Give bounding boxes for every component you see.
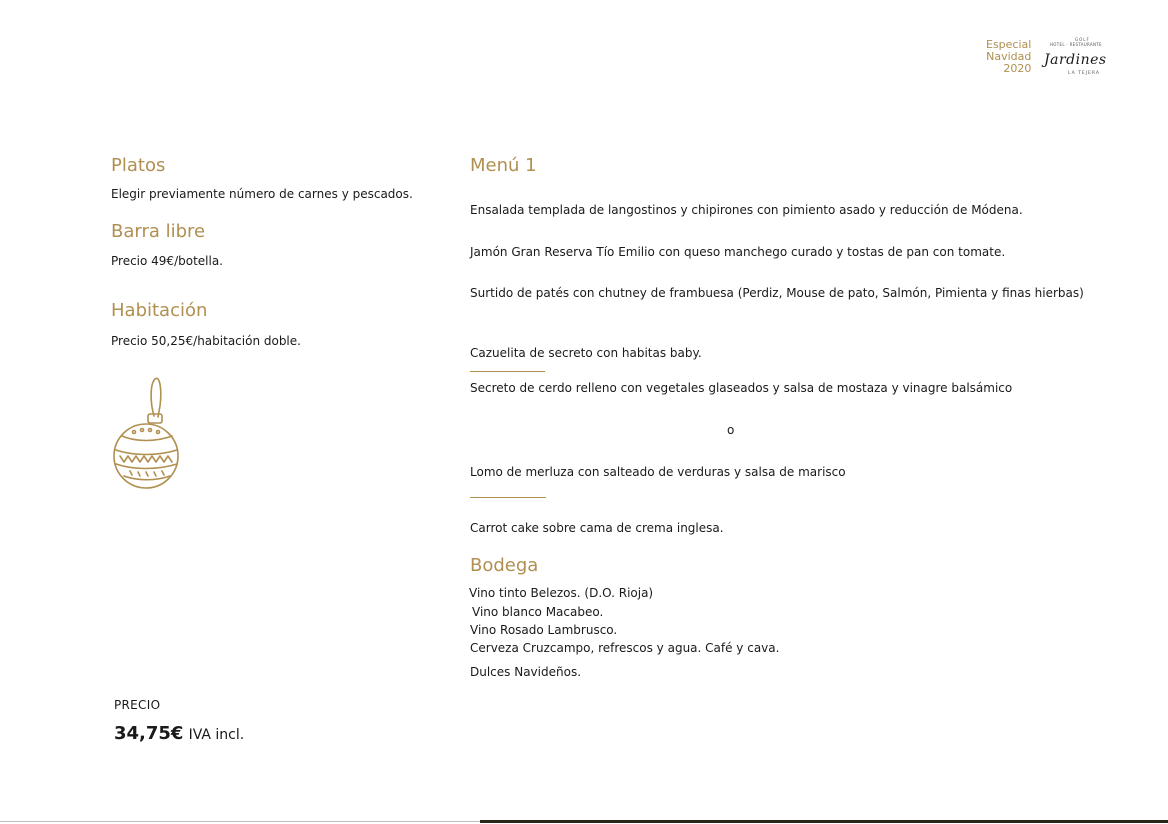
habitacion-title: Habitación	[111, 300, 208, 321]
page-edge-line	[0, 821, 480, 822]
logo-top-text: GOLF	[1075, 37, 1090, 42]
or-separator: o	[727, 423, 735, 437]
page-edge-bar	[480, 820, 1168, 823]
starter-item: Ensalada templada de langostinos y chipirones con pimiento asado y reducción de Módena.	[470, 203, 1023, 217]
bodega-item: Vino blanco Macabeo.	[472, 605, 604, 619]
logo-name: Jardines	[1044, 52, 1107, 68]
platos-title: Platos	[111, 155, 166, 176]
bodega-title: Bodega	[470, 555, 539, 576]
special-edition-tag	[986, 39, 1031, 75]
barra-libre-title: Barra libre	[111, 221, 206, 242]
starter-item: Surtido de patés con chutney de frambuesa (Perdiz, Mouse de pato, Salmón, Pimienta y finas hierbas)	[470, 286, 1084, 300]
main-course-2: Lomo de merluza con salteado de verduras y salsa de marisco	[470, 465, 846, 479]
price-note: IVA incl.	[188, 727, 245, 743]
cazuelita-item: Cazuelita de secreto con habitas baby.	[470, 346, 702, 360]
price-block	[114, 723, 244, 744]
section-divider	[470, 497, 546, 498]
restaurant-logo-icon	[1042, 36, 1122, 82]
tag-line-1: Especial	[986, 38, 1032, 51]
price-label: PRECIO	[114, 698, 161, 712]
habitacion-text: Precio 50,25€/habitación doble.	[111, 334, 301, 348]
bodega-item: Dulces Navideños.	[470, 665, 582, 679]
logo-place: LA TEJERA	[1068, 71, 1100, 76]
section-divider	[470, 371, 545, 372]
tag-line-3: 2020	[1003, 62, 1032, 75]
starter-item: Jamón Gran Reserva Tío Emilio con queso manchego curado y tostas de pan con tomate.	[470, 245, 1006, 259]
tag-line-2: Navidad	[986, 50, 1032, 63]
dessert-item: Carrot cake sobre cama de crema inglesa.	[470, 521, 724, 535]
main-course-1: Secreto de cerdo relleno con vegetales glaseados y salsa de mostaza y vinagre balsámico	[470, 381, 1013, 395]
platos-text: Elegir previamente número de carnes y pescados.	[111, 187, 413, 201]
bodega-item: Cerveza Cruzcampo, refrescos y agua. Café y cava.	[470, 641, 780, 655]
barra-libre-text: Precio 49€/botella.	[111, 254, 223, 268]
christmas-ornament-icon	[110, 376, 182, 492]
menu-title: Menú 1	[470, 155, 537, 176]
bodega-item: Vino tinto Belezos. (D.O. Rioja)	[469, 586, 654, 600]
price-value: 34,75€	[114, 723, 184, 744]
logo-sub-text: HOTEL · RESTAURANTE	[1050, 42, 1102, 47]
bodega-item: Vino Rosado Lambrusco.	[470, 623, 618, 637]
